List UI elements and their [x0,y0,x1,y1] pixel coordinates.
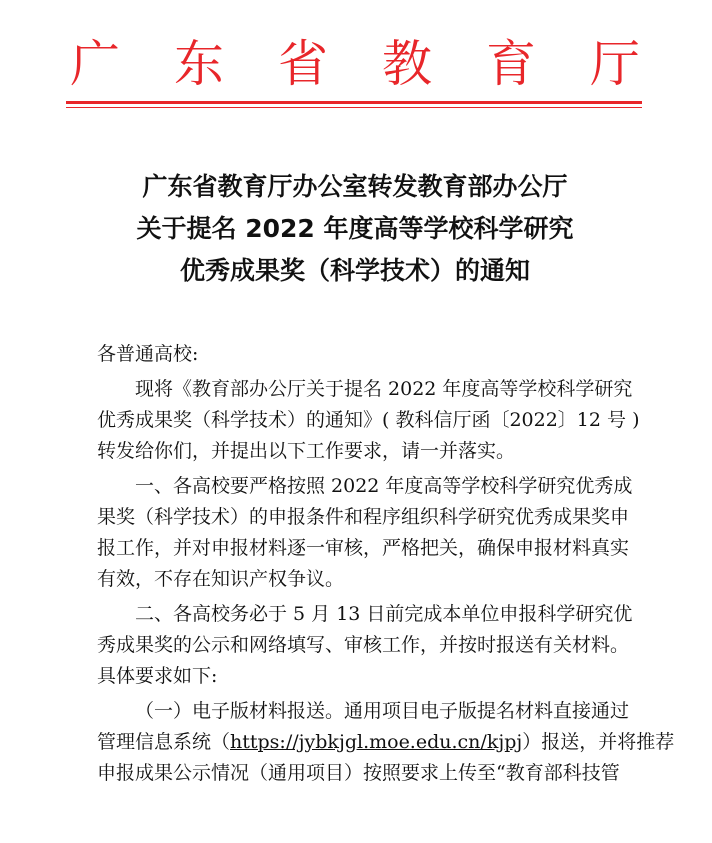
paragraph-line: 申报成果公示情况（通用项目）按照要求上传至“教育部科技管 [97,762,620,784]
document-body [97,339,675,789]
title-line: 优秀成果奖（科学技术）的通知 [179,256,530,285]
letterhead-char: 省 [278,35,328,93]
paragraph-line: 果奖（科学技术）的申报条件和程序组织科学研究优秀成果奖申 [97,506,630,528]
letterhead-char: 教 [382,35,432,93]
paragraph-line [97,727,675,758]
letterhead-char: 育 [486,35,536,93]
paragraph-line: 优秀成果奖（科学技术）的通知》( 教科信厅函〔2022〕12 号 ) [97,409,640,431]
title-line: 关于提名 2022 年度高等学校科学研究 [136,214,574,243]
letterhead-rule-thick [66,101,642,104]
text-span: ）报送，并将推荐 [522,731,675,753]
letterhead-char: 广 [70,35,120,93]
letterhead [70,34,640,94]
paragraph-line: 具体要求如下: [97,665,218,687]
salutation: 各普通高校: [97,343,199,365]
paragraph-line: 秀成果奖的公示和网络填写、审核工作，并按时报送有关材料。 [97,634,630,656]
letterhead-rule-thin [66,107,642,108]
paragraph-line: 报工作，并对申报材料逐一审核，严格把关，确保申报材料真实 [97,537,630,559]
paragraph-line: 一、各高校要严格按照 2022 年度高等学校科学研究优秀成 [135,475,633,497]
paragraph-line: 转发给你们，并提出以下工作要求，请一并落实。 [97,440,516,462]
text-span: 管理信息系统（ [97,731,231,753]
paragraph-line: 现将《教育部办公厅关于提名 2022 年度高等学校科学研究 [135,378,633,400]
paragraph-line: （一）电子版材料报送。通用项目电子版提名材料直接通过 [135,700,630,722]
paragraph-line: 有效，不存在知识产权争议。 [97,568,345,590]
document-title [60,166,650,292]
letterhead-char: 厅 [590,35,640,93]
letterhead-char: 东 [174,35,224,93]
system-url-link[interactable]: https://jybkjgl.moe.edu.cn/kjpj [230,731,523,753]
title-line: 广东省教育厅办公室转发教育部办公厅 [142,172,568,201]
paragraph-line: 二、各高校务必于 5 月 13 日前完成本单位申报科学研究优 [135,603,633,625]
